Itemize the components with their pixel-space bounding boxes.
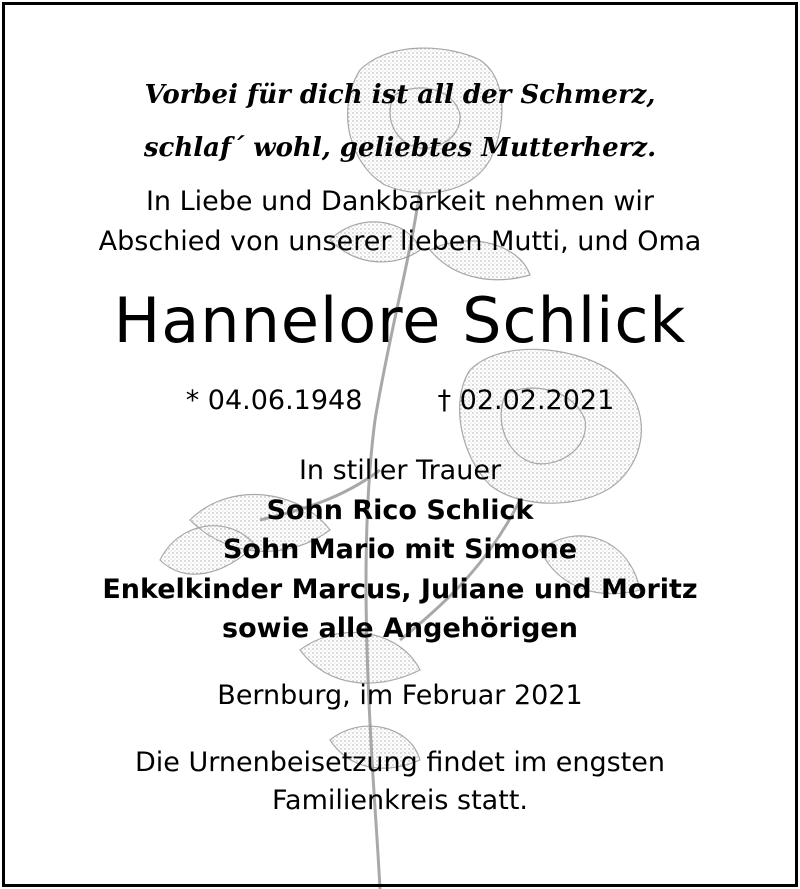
birth-date: * 04.06.1948: [185, 385, 363, 416]
death-date: † 02.02.2021: [437, 385, 615, 416]
verse-line-1: Vorbei für dich ist all der Schmerz,: [144, 80, 656, 110]
life-dates: [0, 385, 800, 416]
place-date: Bernburg, im Februar 2021: [217, 680, 583, 711]
deceased-name: Hannelore Schlick: [113, 284, 687, 357]
mourners-heading: In stiller Trauer: [298, 455, 502, 486]
intro-line-2: Abschied von unserer lieben Mutti, und Oma: [98, 226, 702, 257]
intro-line-1: In Liebe und Dankbarkeit nehmen wir: [145, 186, 655, 217]
mourner-line: sowie alle Angehörigen: [222, 613, 578, 644]
mourner-line: Sohn Mario mit Simone: [222, 534, 578, 565]
mourner-line: Sohn Rico Schlick: [266, 495, 534, 526]
note-line-2: Familienkreis statt.: [272, 785, 528, 816]
mourner-line: Enkelkinder Marcus, Juliane und Moritz: [102, 574, 698, 605]
note-line-1: Die Urnenbeisetzung findet im engsten: [134, 747, 665, 778]
verse-line-2: schlaf´ wohl, geliebtes Mutterherz.: [143, 133, 657, 163]
